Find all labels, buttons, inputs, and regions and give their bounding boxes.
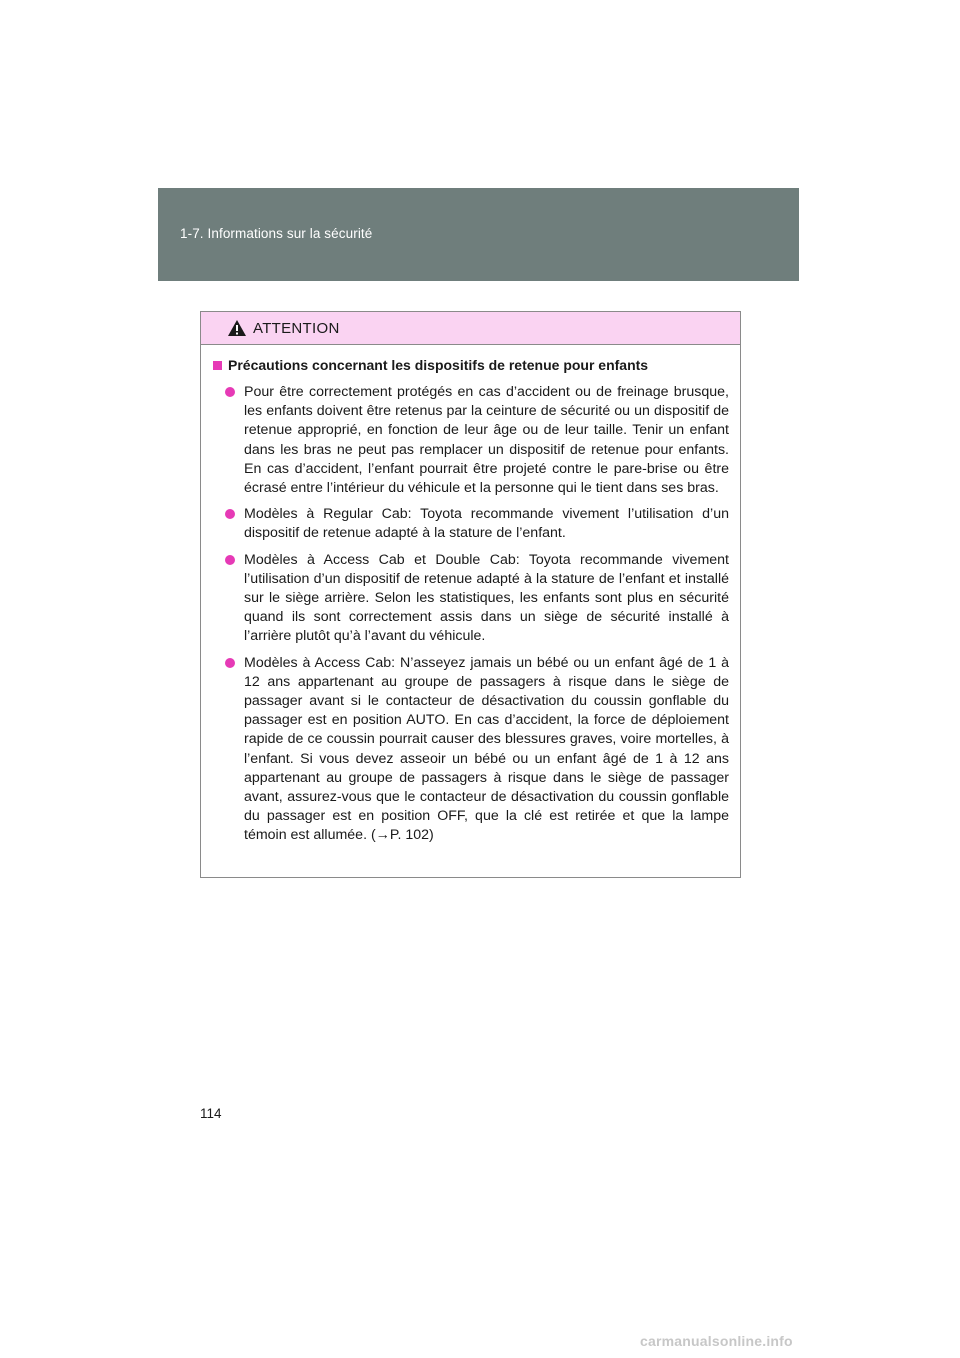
warning-body xyxy=(201,345,740,846)
list-item-text: Modèles à Regular Cab: Toyota recommande vivement l’utilisation d’un dispositif de retenue adapté à la stature de l’enfant. xyxy=(244,506,729,542)
warning-topic xyxy=(213,355,729,375)
list-item xyxy=(213,654,729,846)
bullet-dot-icon xyxy=(225,555,235,565)
bullet-dot-icon xyxy=(225,509,235,519)
warning-box xyxy=(200,311,741,878)
watermark: carmanualsonline.info xyxy=(640,1333,793,1349)
list-item-text: Modèles à Access Cab: N’asseyez jamais un bébé ou un enfant âgé de 1 à 12 ans appartenant au groupe de passagers à risque dans le siège de passager avant si le contacteur de désactivation du coussin gonflable du passager est en position AUTO. En cas d’accident, la force de déploiement rapide de ce coussin pourrait causer des blessures graves, voire mortelles, à l’enfant. Si vous devez asseoir un bébé ou un enfant âgé de 1 à 12 ans appartenant au groupe de passagers à risque dans le siège de passager avant, assurez-vous que le contacteur de désactivation du coussin gonflable du passager est en position OFF, que la clé est retirée et que la lampe témoin est allumée. (→P. 102) xyxy=(244,654,729,844)
section-header-band xyxy=(158,188,799,281)
page-number: 114 xyxy=(200,1106,222,1121)
warning-topic-text: Précautions concernant les dispositifs de retenue pour enfants xyxy=(228,357,649,373)
list-item xyxy=(213,383,729,498)
section-title: 1-7. Informations sur la sécurité xyxy=(180,226,373,241)
bullet-dot-icon xyxy=(225,658,235,668)
list-item xyxy=(213,505,729,543)
warning-header xyxy=(201,312,740,345)
list-item xyxy=(213,551,729,647)
list-item-text: Modèles à Access Cab et Double Cab: Toyota recommande vivement l’utilisation d’un dispositif de retenue adapté à la stature de l’enfant et installé sur le siège arrière. Selon les statistiques, les enfants sont plus en sécurité quand ils sont correctement assis dans un siège de sécurité installé à l’arrière plutôt qu’à l’avant du véhicule. xyxy=(244,551,729,645)
topic-square-icon xyxy=(213,361,222,370)
bullet-dot-icon xyxy=(225,387,235,397)
warning-label: ATTENTION xyxy=(253,319,340,337)
list-item-text: Pour être correctement protégés en cas d’accident ou de freinage brusque, les enfants doivent être retenus par la ceinture de sécurité ou un dispositif de retenue approprié, en fonction de leur âge ou de leur taille. Tenir un enfant dans les bras ne peut pas remplacer un dispositif de retenue pour enfants. En cas d’accident, l’enfant pourrait être projeté contre le pare-brise ou être écrasé entre l’intérieur du véhicule et la personne qui le tient dans ses bras. xyxy=(244,384,729,497)
warning-triangle-icon xyxy=(227,319,247,337)
